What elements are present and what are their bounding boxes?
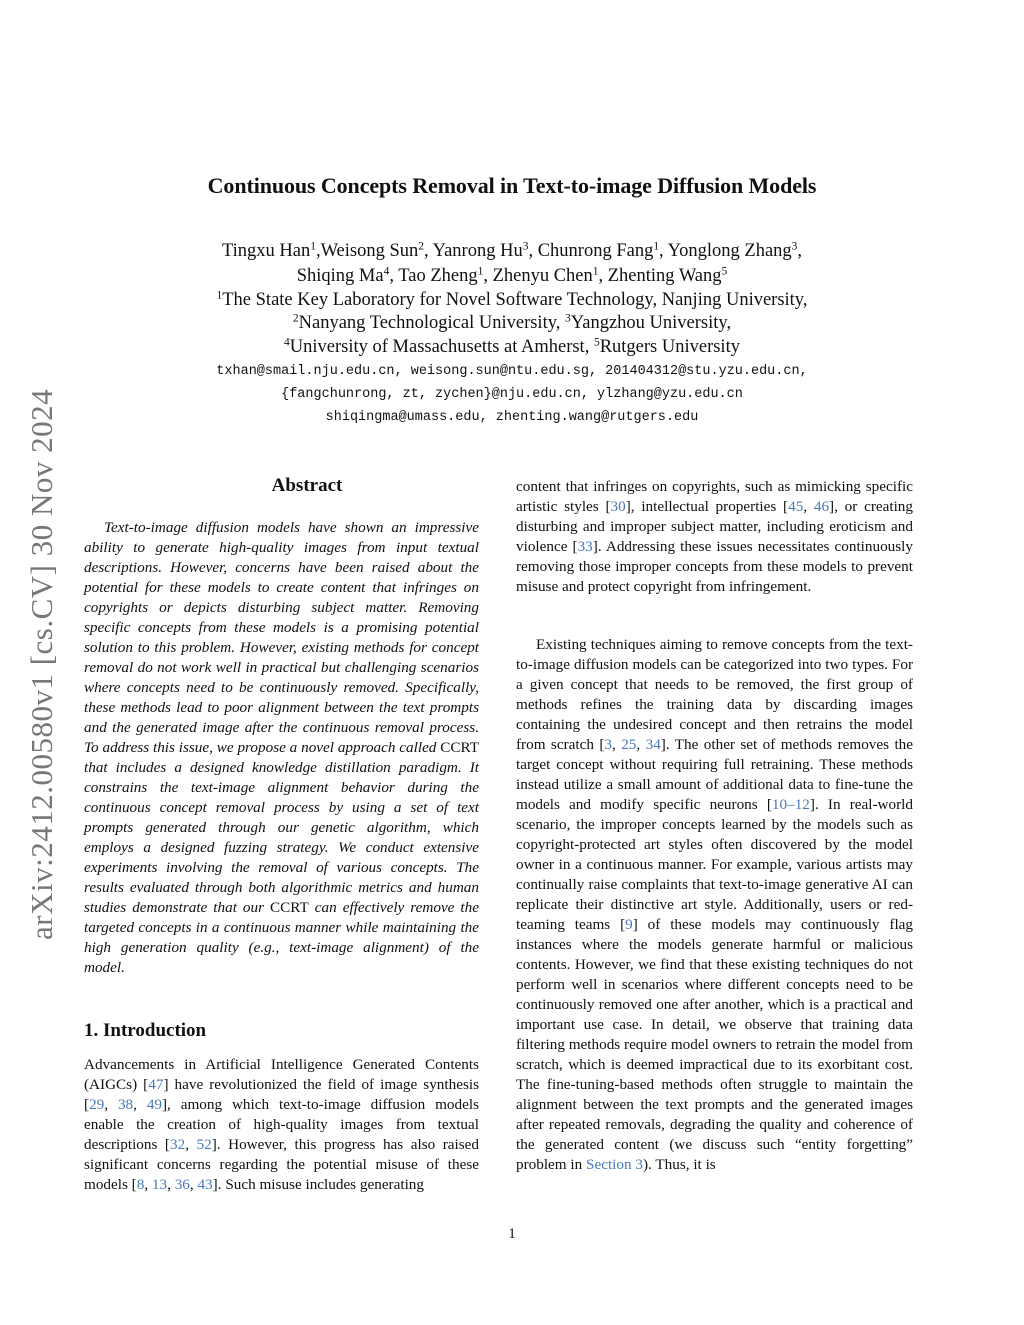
citation-link[interactable]: 25 xyxy=(621,736,637,753)
author-name: Zhenyu Chen xyxy=(492,266,593,286)
method-name: CCRT xyxy=(270,899,309,916)
author-affil-mark: 3 xyxy=(791,240,798,253)
citation-link[interactable]: 46 xyxy=(813,498,830,515)
author-affil-mark: 4 xyxy=(383,265,390,278)
abstract-text: that includes a designed knowledge distillation paradigm. It constrains the text-image alignment behavior during the continuous concept removal process by using a set of text prompts generated through our genetic algorithm, which employs a designed fuzzing strategy. We conduct extensive experiments involving the removal of various concepts. The results evaluated through both algorithmic metrics and human studies demonstrate that our xyxy=(84,759,479,916)
affiliation-text: University of Massachusetts at Amherst, xyxy=(289,337,594,357)
page-number: 1 xyxy=(508,1226,516,1242)
section-link[interactable]: Section 3 xyxy=(586,1156,643,1173)
body-text: ], among which text-to-image diffusion models enable the creation of high-quality images from textual descriptions [ xyxy=(84,1096,479,1153)
separator: , xyxy=(389,266,399,286)
citation-link[interactable]: 30 xyxy=(610,498,626,515)
affil-mark: 4 xyxy=(284,336,290,349)
abstract-heading: Abstract xyxy=(271,475,343,496)
citation-link[interactable]: 49 xyxy=(146,1096,162,1113)
affiliation-text: Yangzhou University, xyxy=(570,313,732,333)
method-name: CCRT xyxy=(440,739,479,756)
citation-link[interactable]: 47 xyxy=(148,1076,164,1093)
citation-link[interactable]: 52 xyxy=(196,1136,212,1153)
arxiv-identifier-sidebar[interactable]: arXiv:2412.00580v1 [cs.CV] 30 Nov 2024 xyxy=(24,388,59,940)
citation-link[interactable]: 32 xyxy=(170,1136,186,1153)
body-text: ]. Addressing these issues necessitates continuously removing those improper concepts from these models to prevent misuse and protect copyright from infringement. xyxy=(516,538,913,595)
citation-link[interactable]: 43 xyxy=(197,1176,213,1193)
author-name: Yanrong Hu xyxy=(432,241,523,261)
separator: , xyxy=(528,241,538,261)
author-affil-mark: 2 xyxy=(418,240,424,253)
body-text: ] have revolutionized the field of image synthesis [ xyxy=(84,1076,479,1113)
citation-link[interactable]: 9 xyxy=(625,916,633,933)
author-name: Zhenting Wang xyxy=(607,266,722,286)
email-line-2: {fangchunrong, zt, zychen}@nju.edu.cn, ylzhang@yzu.edu.cn xyxy=(281,387,743,402)
introduction-paragraph-2: Existing techniques aiming to remove concepts from the text-to-image diffusion models can be categorized into two types. For a given concept that needs to be removed, the first group of methods refines the training data by discarding images containing the undesired concept and then retrains the model from scratch [3, 25, 34]. The other set of methods removes the target concept without requiring full retraining. These methods instead utilize a small amount of additional data to fine-tune the models and modify specific neurons [10–12]. In real-world scenario, the improper concepts learned by the models such as copyright-protected art styles often discovered by the model owner in a continuous manner. For example, various artists may continually raise complaints that text-to-image generative AI can replicate their distinctive art style. Additionally, users or red-teaming teams [9] of these models may continuously flag instances where the models generate harmful or malicious contents. However, we find that these existing techniques do not perform well in scenarios where different concepts need to be continuously removed one after another, which is a practical and important use case. In detail, we observe that training data filtering methods require model owners to retrain the model from scratch, which is deemed impractical due to its exorbitant cost. The fine-tuning-based methods often struggle to maintain the alignment between the text prompts and the generated images after repeated removals, degrading the quality and coherence of the generated content (we discuss such “entity forgetting” problem in Section 3). Thus, it is xyxy=(516,636,914,1173)
abstract-text: can effectively remove the targeted concepts in a continuous manner while maintaining the high generation quality (e.g., text-image alignment) of the model. xyxy=(84,899,479,976)
author-name: Tao Zheng xyxy=(398,266,478,286)
email-line-1: txhan@smail.nju.edu.cn, weisong.sun@ntu.edu.sg, 201404312@stu.yzu.edu.cn, xyxy=(216,364,808,379)
separator: , xyxy=(797,241,803,261)
author-line-2 xyxy=(0,264,1024,288)
body-text: Existing techniques aiming to remove concepts from the text-to-image diffusion models can be categorized into two types. For a given concept that needs to be removed, the first group of methods refines the training data by discarding images containing the undesired concept and then retrains the model from scratch [ xyxy=(516,636,913,753)
affiliation-text: The State Key Laboratory for Novel Software Technology, Nanjing University, xyxy=(222,290,808,310)
affiliation-text: Nanyang Technological University, xyxy=(298,313,566,333)
affil-mark: 5 xyxy=(593,336,600,349)
body-text: ]. The other set of methods removes the target concept without requiring full retraining. These methods instead utilize a small amount of additional data to fine-tune the models and modify specific neurons [ xyxy=(516,736,914,813)
author-affil-mark: 1 xyxy=(310,240,316,253)
citation-link[interactable]: 33 xyxy=(577,538,593,555)
author-affil-mark: 1 xyxy=(653,240,660,253)
affiliation-line-2 xyxy=(0,311,1024,335)
citation-link[interactable]: 8 xyxy=(136,1176,145,1193)
separator: , xyxy=(424,241,433,261)
body-text: ]. However, this progress has also raised significant concerns regarding the potential misuse of these models [ xyxy=(84,1136,480,1193)
body-text: ]. In real-world scenario, the improper concepts learned by the models such as copyright-protected art styles often discovered by the model owner in a continuous manner. For example, various artists may continually raise complaints that text-to-image generative AI can replicate their distinctive art style. Additionally, users or red-teaming teams [ xyxy=(516,796,913,933)
citation-link[interactable]: 45 xyxy=(788,498,804,515)
author-name: Chunrong Fang xyxy=(537,241,654,261)
body-text: ] of these models may continuously flag instances where the models generate harmful or malicious contents. However, we find that these existing techniques do not perform well in scenarios where different concepts need to be continuously removed one after another, which is a practical and important use case. In detail, we observe that training data filtering methods require model owners to retrain the model from scratch, which is deemed impractical due to its exorbitant cost. The fine-tuning-based methods often struggle to maintain the alignment between the text prompts and the generated images after repeated removals, degrading the quality and coherence of the generated content (we discuss such “entity forgetting” problem in xyxy=(516,916,914,1173)
introduction-paragraph-1-continued: content that infringes on copyrights, such as mimicking specific artistic styles [30], intellectual properties [45, 46], or creating disturbing and improper subject matter, including eroticism and violence [33]. Addressing these issues necessitates continuously removing those improper concepts from these models to prevent misuse and protect copyright from infringement. xyxy=(516,478,913,595)
body-text: Advancements in Artificial Intelligence Generated Contents (AIGCs) [ xyxy=(84,1056,479,1093)
citation-link[interactable]: 3 xyxy=(604,736,612,753)
separator: , xyxy=(315,241,321,261)
author-name: Yonglong Zhang xyxy=(667,241,792,261)
affil-mark: 2 xyxy=(292,312,299,325)
author-affil-mark: 5 xyxy=(721,265,728,278)
citation-link[interactable]: 29 xyxy=(89,1096,105,1113)
body-text: ). Thus, it is xyxy=(642,1156,716,1173)
paper-title: Continuous Concepts Removal in Text-to-image Diffusion Models xyxy=(207,173,817,198)
separator: , xyxy=(483,266,493,286)
author-line-1 xyxy=(0,239,1024,263)
author-affil-mark: 1 xyxy=(477,265,484,278)
affiliation-line-1 xyxy=(0,288,1024,312)
citation-link[interactable]: 34 xyxy=(645,736,661,753)
author-name: Shiqing Ma xyxy=(296,266,384,286)
affil-mark: 1 xyxy=(216,289,223,302)
author-name: Tingxu Han xyxy=(221,241,311,261)
section-heading-introduction: 1. Introduction xyxy=(84,1020,207,1041)
citation-link[interactable]: 13 xyxy=(151,1176,168,1193)
citation-link[interactable]: 38 xyxy=(117,1096,134,1113)
body-text: content that infringes on copyrights, such as mimicking specific artistic styles [ xyxy=(516,478,913,515)
affil-mark: 3 xyxy=(565,312,571,325)
email-line-3: shiqingma@umass.edu, zhenting.wang@rutgers.edu xyxy=(325,410,699,425)
body-text: ], intellectual properties [ xyxy=(625,498,789,515)
separator: , xyxy=(598,266,608,286)
author-name: Weisong Sun xyxy=(320,241,419,261)
affiliation-line-3 xyxy=(0,335,1024,359)
author-affil-mark: 3 xyxy=(522,240,529,253)
citation-link[interactable]: 10–12 xyxy=(771,796,810,813)
introduction-paragraph-1: Advancements in Artificial Intelligence Generated Contents (AIGCs) [47] have revolutionized the field of image synthesis [29, 38, 49], among which text-to-image diffusion models enable the creation of high-quality images from textual descriptions [32, 52]. However, this progress has also raised significant concerns regarding the potential misuse of these models [8, 13, 36, 43]. Such misuse includes generating xyxy=(84,1056,480,1193)
separator: , xyxy=(659,241,668,261)
body-text: ]. Such misuse includes generating xyxy=(212,1176,424,1193)
abstract-body xyxy=(84,518,479,978)
author-affil-mark: 1 xyxy=(592,265,599,278)
affiliation-text: Rutgers University xyxy=(599,337,740,357)
citation-link[interactable]: 36 xyxy=(174,1176,190,1193)
abstract-text: Text-to-image diffusion models have shown an impressive ability to generate high-quality images from input textual descriptions. However, concerns have been raised about the potential for these models to create content that infringes on copyrights or depicts disturbing subject matter. Removing specific concepts from these models is a promising potential solution to this problem. However, existing methods for concept removal do not work well in practical but challenging scenarios where concepts need to be continuously removed. Specifically, these methods lead to poor alignment between the text prompts and the generated image after the continuous removal process. To address this issue, we propose a novel approach called xyxy=(84,519,479,756)
body-text: ], or creating disturbing and improper subject matter, including eroticism and violence [ xyxy=(516,498,913,555)
